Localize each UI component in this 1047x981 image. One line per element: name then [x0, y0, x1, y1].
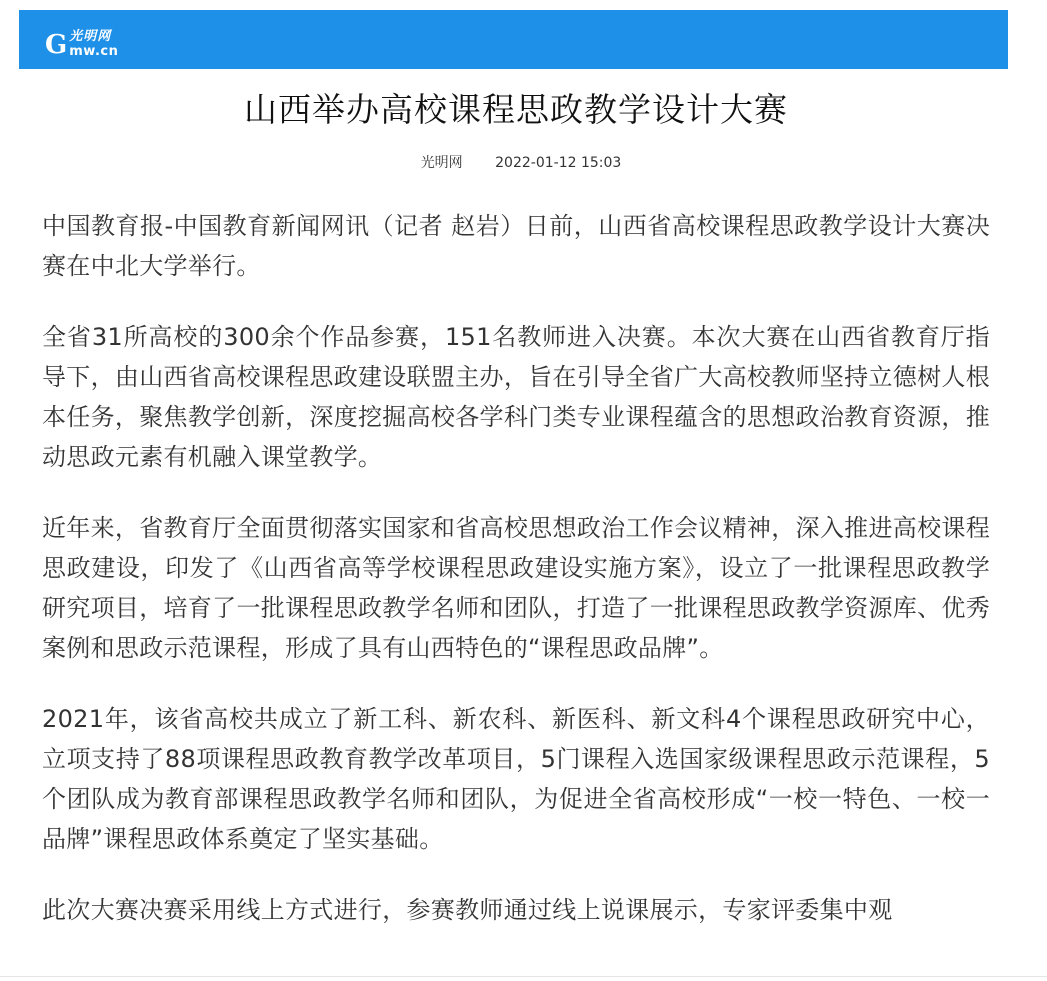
- bottom-divider: [0, 976, 1047, 977]
- article-paragraph: 中国教育报-中国教育新闻网讯（记者 赵岩）日前，山西省高校课程思政教学设计大赛决赛在中北大学举行。: [42, 212, 990, 280]
- article-paragraph: 2021年，该省高校共成立了新工科、新农科、新医科、新文科4个课程思政研究中心，立项支持了88项课程思政教育教学改革项目，5门课程入选国家级课程思政示范课程，5个团队成为教育部课程思政教学名师和团队，为促进全省高校形成“一校一特色、一校一品牌”课程思政体系奠定了坚实基础。: [42, 705, 990, 853]
- site-header: [19, 10, 1008, 69]
- article-paragraph: 此次大赛决赛采用线上方式进行，参赛教师通过线上说课展示，专家评委集中观: [42, 896, 893, 924]
- article-body: [42, 206, 990, 961]
- logo-chinese-name: 光明网: [69, 29, 112, 44]
- article-meta: [0, 152, 1042, 172]
- logo-domain: mw.cn: [69, 44, 119, 59]
- article-paragraph: 全省31所高校的300余个作品参赛，151名教师进入决赛。本次大赛在山西省教育厅指导下，由山西省高校课程思政建设联盟主办，旨在引导全省广大高校教师坚持立德树人根本任务，聚焦教学创新，深度挖掘高校各学科门类专业课程蕴含的思想政治教育资源，推动思政元素有机融入课堂教学。: [42, 323, 990, 471]
- site-logo[interactable]: [45, 22, 118, 58]
- logo-g-mark: G: [45, 30, 68, 60]
- article-title: 山西举办高校课程思政教学设计大赛: [244, 90, 788, 129]
- logo-text: [69, 30, 118, 58]
- article-datetime: 2022-01-12 15:03: [495, 155, 622, 171]
- article-source: 光明网: [420, 155, 463, 171]
- article-paragraph: 近年来，省教育厅全面贯彻落实国家和省高校思想政治工作会议精神，深入推进高校课程思政建设，印发了《山西省高等学校课程思政建设实施方案》，设立了一批课程思政教学研究项目，培育了一批课程思政教学名师和团队，打造了一批课程思政教学资源库、优秀案例和思政示范课程，形成了具有山西特色的“课程思政品牌”。: [42, 514, 990, 662]
